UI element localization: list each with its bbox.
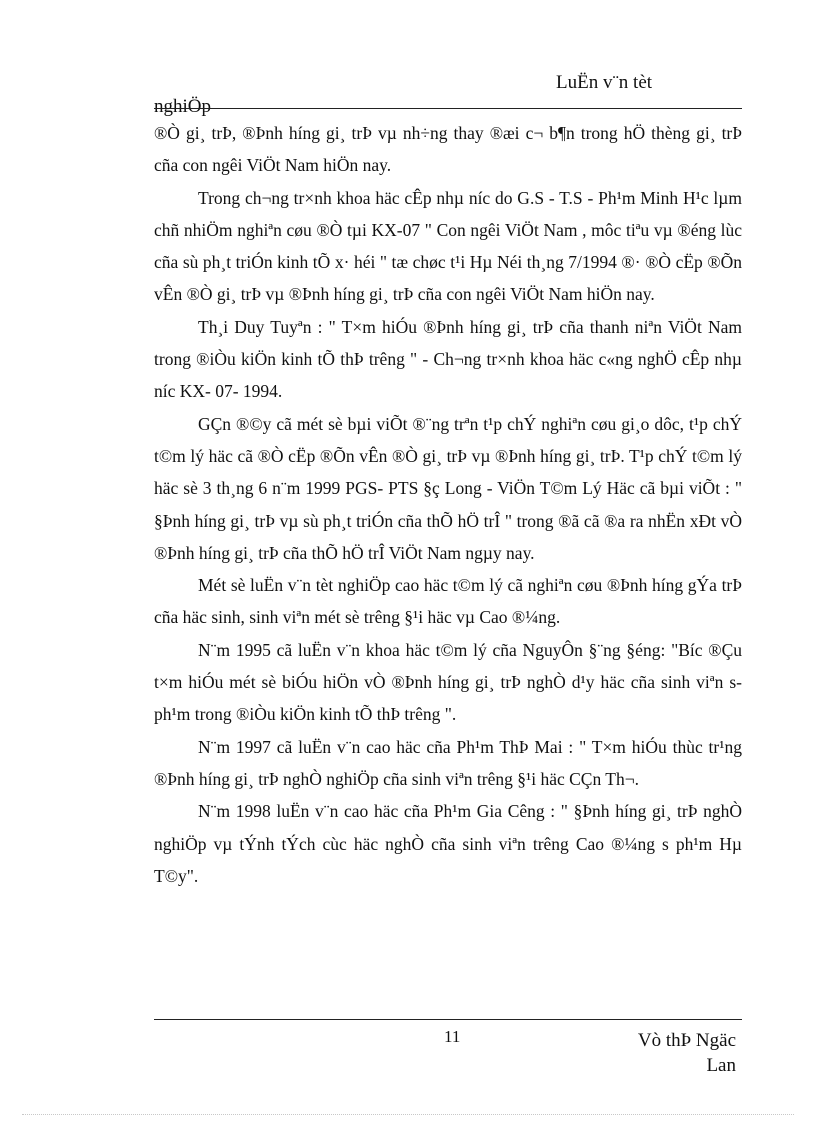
author-name-line2: Lan (706, 1055, 736, 1076)
paragraph-3: Th¸i Duy Tuyªn : " T×m hiÓu ®Þnh híng gi¸ trÞ cña thanh niªn ViÖt Nam trong ®iÒu kiÖn kinh tÕ thÞ trêng " - Ch¬ng tr×nh khoa häc c«ng nghÖ cÊp nhµ níc KX- 07- 1994. (154, 316, 742, 402)
paragraph-7: N¨m 1997 cã luËn v¨n cao häc cña Ph¹m ThÞ Mai : " T×m hiÓu thùc tr¹ng ®Þnh híng gi¸ trÞ nghÒ nghiÖp cña sinh viªn trêng §¹i häc CÇn Th¬. (154, 736, 742, 789)
page-number: 11 (444, 1027, 461, 1046)
paragraph-2: Trong ch¬ng tr×nh khoa häc cÊp nhµ níc do G.S - T.S - Ph¹m Minh H¹c lµm chñ nhiÖm nghiªn cøu ®Ò tµi KX-07 " Con ngêi ViÖt Nam , môc tiªu vµ ®éng lùc cña sù ph¸t triÓn kinh tÕ x· héi " tæ chøc t¹i Hµ Néi th¸ng 7/1994 ®· ®Ò cËp ®Õn vÊn ®Ò gi¸ trÞ vµ ®Þnh híng gi¸ trÞ cña con ngêi ViÖt Nam hiÖn nay. (154, 187, 742, 305)
page-bottom-dotted-border (22, 1114, 794, 1115)
paragraph-8: N¨m 1998 luËn v¨n cao häc cña Ph¹m Gia Cêng : " §Þnh híng gi¸ trÞ nghÒ nghiÖp vµ tÝnh tÝch cùc häc nghÒ cña sinh viªn trêng Cao ®¼ng s ph¹m Hµ T©y". (154, 801, 742, 886)
paragraph-4: GÇn ®©y cã mét sè bµi viÕt ®¨ng trªn t¹p chÝ nghiªn cøu gi¸o dôc, t¹p chÝ t©m lý häc cã ®Ò cËp ®Õn vÊn ®Ò gi¸ trÞ vµ ®Þnh híng gi¸ trÞ. T¹p chÝ t©m lý häc sè 3 th¸ng 6 n¨m 1999 PGS- PTS §ç Long - ViÖn T©m Lý Häc cã bµi viÕt : " §Þnh híng gi¸ trÞ vµ sù ph¸t triÓn cña thÕ hÖ trÎ " trong ®ã cã ®a ra nhËn xÐt vÒ ®Þnh híng gi¸ trÞ cña thÕ hÖ trÎ ViÖt Nam ngµy nay. (154, 413, 742, 563)
paragraph-5: Mét sè luËn v¨n tèt nghiÖp cao häc t©m lý cã nghiªn cøu ®Þnh híng gÝa trÞ cña häc sinh, sinh viªn mét sè trêng §¹i häc vµ Cao ®¼ng. (154, 575, 742, 628)
body-text (154, 117, 742, 892)
paragraph-1: ®Ò gi¸ trÞ, ®Þnh híng gi¸ trÞ vµ nh÷ng thay ®æi c¬ b¶n trong hÖ thèng gi¸ trÞ cña con ngêi ViÖt Nam hiÖn nay. (154, 123, 742, 176)
footer-author (540, 1028, 736, 1078)
paragraph-6: N¨m 1995 cã luËn v¨n khoa häc t©m lý cña NguyÔn §¨ng §éng: "Bíc ®Çu t×m hiÓu mét sè biÓu hiÖn vÒ ®Þnh híng gi¸ trÞ nghÒ d¹y häc cña sinh viªn s ph¹m trong ®iÒu kiÖn kinh tÕ thÞ trêng ". (154, 639, 742, 725)
header-title: LuËn v¨n tèt (556, 72, 653, 93)
footer-rule (154, 1019, 742, 1020)
header-title-continuation: nghiÖp (154, 96, 211, 117)
author-name-line1: Vò thÞ Ngäc (637, 1030, 736, 1051)
header-rule (154, 108, 742, 109)
